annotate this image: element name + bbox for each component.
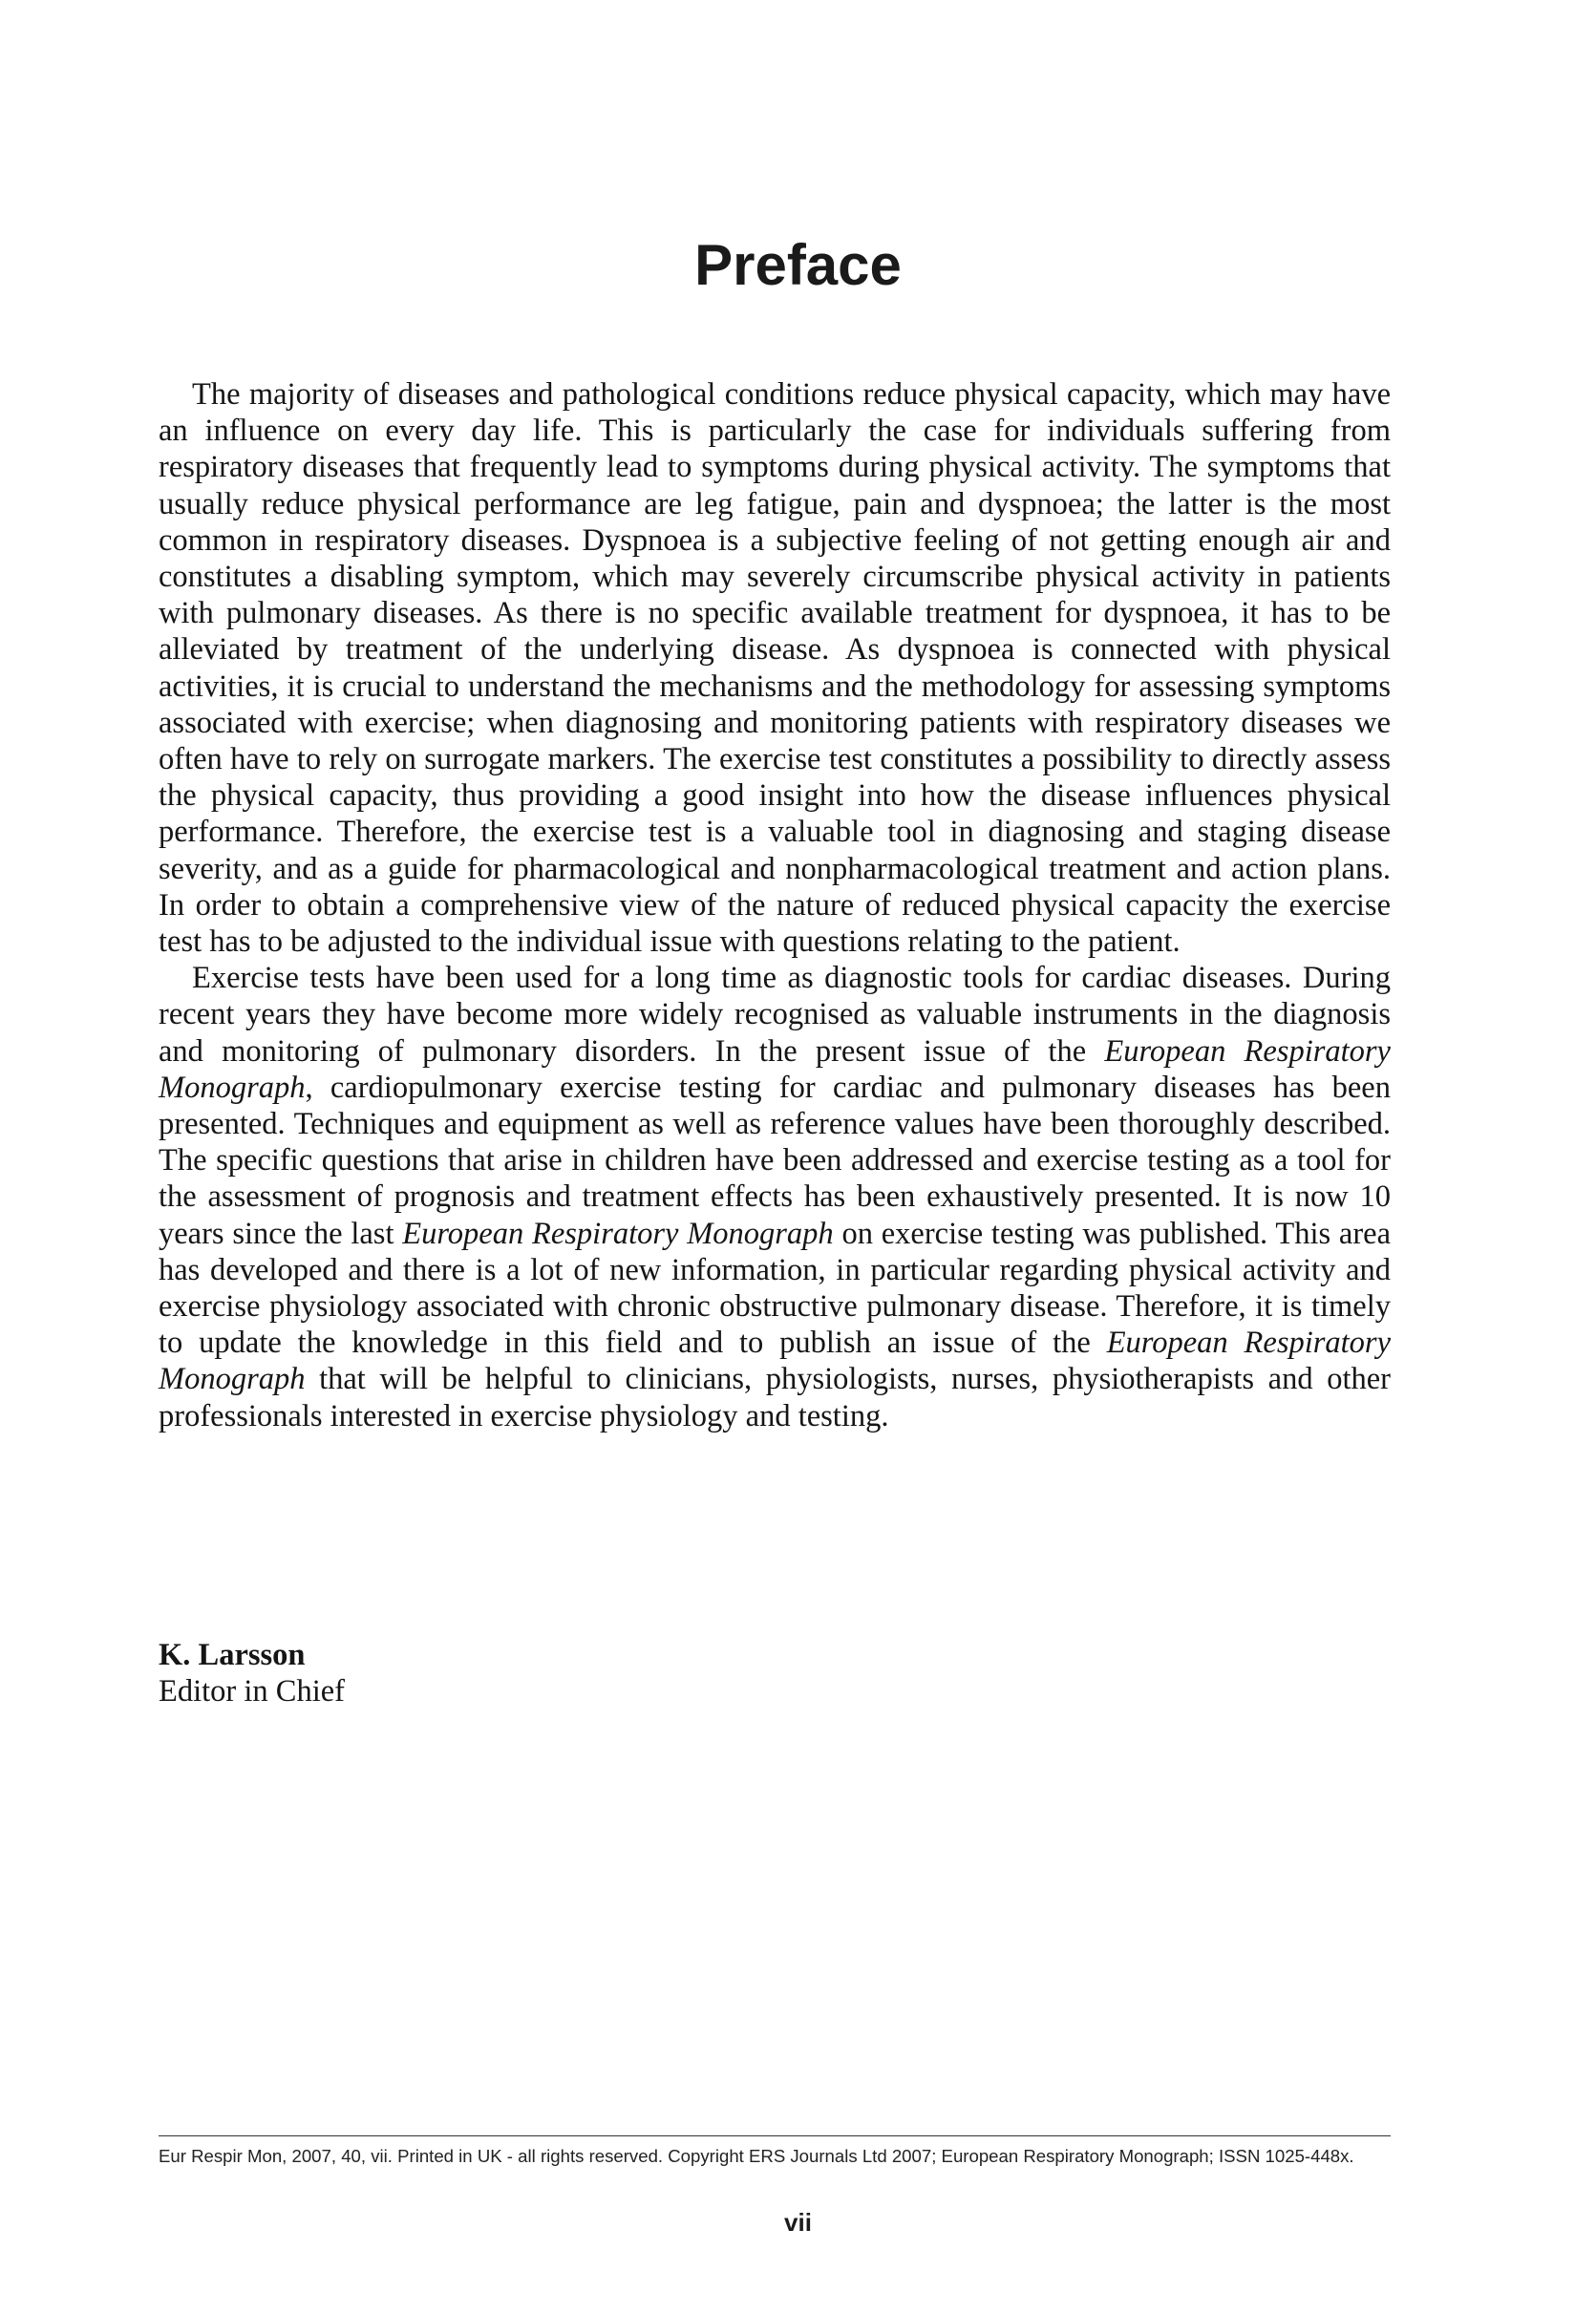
journal-title-italic-2: European Respiratory Monograph [402, 1216, 834, 1251]
paragraph-2-text-2: , cardiopulmonary exercise testing for cardiac and pulmonary diseases has been presented. Techniques and equipment as well as reference values have been thoroughly described. The specific questions that arise in children have been addressed and exercise testing as a tool for the assessment of prognosis and treatment effects has been exhaustively presented. It is now 10 years since the last [159, 1070, 1391, 1251]
page-title: Preface [694, 233, 902, 297]
paragraph-1: The majority of diseases and pathological conditions reduce physical capacity, which may have an influence on every day life. This is particularly the case for individuals suffering from respiratory diseases that frequently lead to symptoms during physical activity. The symptoms that usually reduce physical performance are leg fatigue, pain and dyspnoea; the latter is the most common in respiratory diseases. Dyspnoea is a subjective feeling of not getting enough air and constitutes a disabling symptom, which may severely circumscribe physical activity in patients with pulmonary diseases. As there is no specific available treatment for dyspnoea, it has to be alleviated by treatment of the underlying disease. As dyspnoea is connected with physical activities, it is crucial to understand the mechanisms and the methodology for assessing symptoms associated with exercise; when diagnosing and monitoring patients with respiratory diseases we often have to rely on surrogate markers. The exercise test constitutes a possibility to directly assess the physical capacity, thus providing a good insight into how the disease influences physical performance. Therefore, the exercise test is a valuable tool in diagnosing and staging disease severity, and as a guide for pharmacological and nonpharmacological treatment and action plans. In order to obtain a comprehensive view of the nature of reduced physical capacity the exercise test has to be adjusted to the individual issue with questions relating to the patient. [159, 377, 1391, 960]
signature-block [159, 1637, 345, 1709]
page-number: vii [784, 2208, 812, 2237]
paragraph-2-text-3: on exercise testing was published. This area has developed and there is a lot of new information, in particular regarding physical activity and exercise physiology associated with chronic obstructive pulmonary disease. Therefore, it is timely to update the knowledge in this field and to publish an issue of the [159, 1216, 1391, 1361]
journal-title-italic-1: European Respiratory Monograph [159, 1033, 1391, 1105]
paragraph-2-text-1: Exercise tests have been used for a long time as diagnostic tools for cardiac diseases. During recent years they have become more widely recognised as valuable instruments in the diagnosis and monitoring of pulmonary disorders. In the present issue of the [159, 961, 1391, 1069]
paragraph-2-text-4: that will be helpful to clinicians, physiologists, nurses, physiotherapists and other professionals interested in exercise physiology and testing. [159, 1362, 1391, 1433]
paragraph-2 [159, 960, 1391, 1434]
footer-divider [159, 2135, 1391, 2136]
editor-role: Editor in Chief [159, 1674, 345, 1709]
journal-title-italic-3: European Respiratory Monograph [159, 1326, 1391, 1397]
editor-name: K. Larsson [159, 1638, 306, 1672]
footer-citation: Eur Respir Mon, 2007, 40, vii. Printed in UK - all rights reserved. Copyright ERS Journals Ltd 2007; European Respiratory Monograph; ISSN 1025-448x. [159, 2146, 1354, 2166]
preface-body [159, 376, 1391, 1434]
